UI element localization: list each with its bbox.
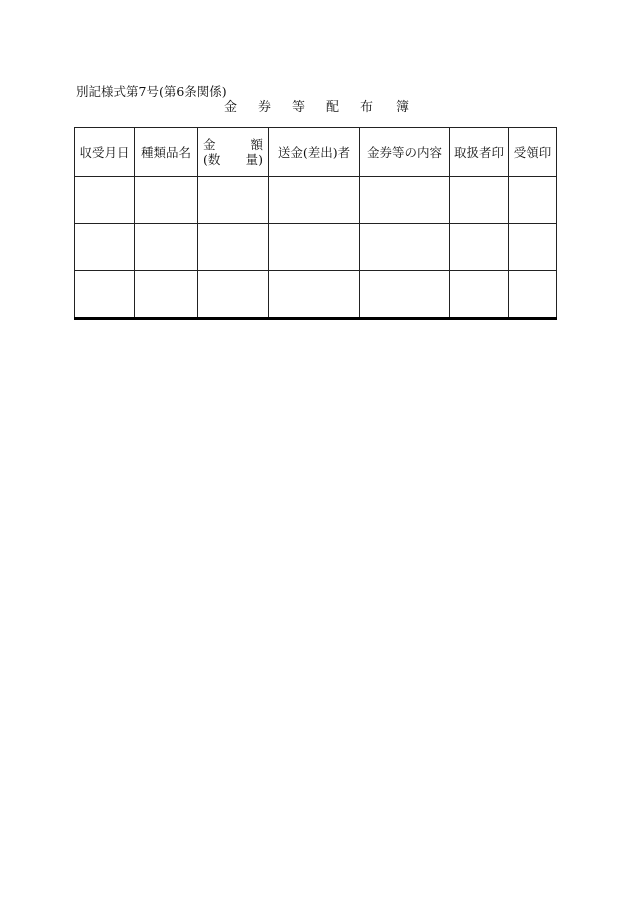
header-recipient-seal: 受領印 [509,128,557,177]
cell-handler-seal[interactable] [450,271,509,319]
cell-content[interactable] [360,224,450,271]
cell-content[interactable] [360,271,450,319]
cell-recipient-seal[interactable] [509,177,557,224]
cell-handler-seal[interactable] [450,224,509,271]
cell-item-type[interactable] [135,177,198,224]
cell-recipient-seal[interactable] [509,271,557,319]
header-amount-char: 金 [203,137,216,152]
header-handler-seal: 取扱者印 [450,128,509,177]
form-number-note: 別記様式第7号(第6条関係) [76,84,227,99]
cell-handler-seal[interactable] [450,177,509,224]
table-row [75,177,557,224]
cell-amount[interactable] [198,224,269,271]
cell-sender[interactable] [269,224,360,271]
header-sender: 送金(差出)者 [269,128,360,177]
title-char: 券 [258,100,272,115]
cell-content[interactable] [360,177,450,224]
cell-item-type[interactable] [135,271,198,319]
cell-received-date[interactable] [75,177,135,224]
header-received-date: 収受月日 [75,128,135,177]
title-char: 等 [292,100,306,115]
title-char: 金 [224,100,238,115]
cell-sender[interactable] [269,271,360,319]
table-row [75,271,557,319]
header-quantity-char: 量) [245,152,263,167]
cell-item-type[interactable] [135,224,198,271]
cell-received-date[interactable] [75,224,135,271]
header-content: 金券等の内容 [360,128,450,177]
header-amount-char: 額 [250,137,263,152]
title-char: 簿 [396,100,410,115]
header-item-type: 種類品名 [135,128,198,177]
distribution-ledger-table [74,127,557,320]
cell-amount[interactable] [198,177,269,224]
cell-received-date[interactable] [75,271,135,319]
cell-sender[interactable] [269,177,360,224]
title-char: 布 [360,100,374,115]
title-char: 配 [326,100,340,115]
cell-recipient-seal[interactable] [509,224,557,271]
header-quantity-char: (数 [203,152,221,167]
table-row [75,224,557,271]
document-title [224,101,409,115]
header-row [75,128,557,177]
cell-amount[interactable] [198,271,269,319]
header-amount [198,128,269,177]
